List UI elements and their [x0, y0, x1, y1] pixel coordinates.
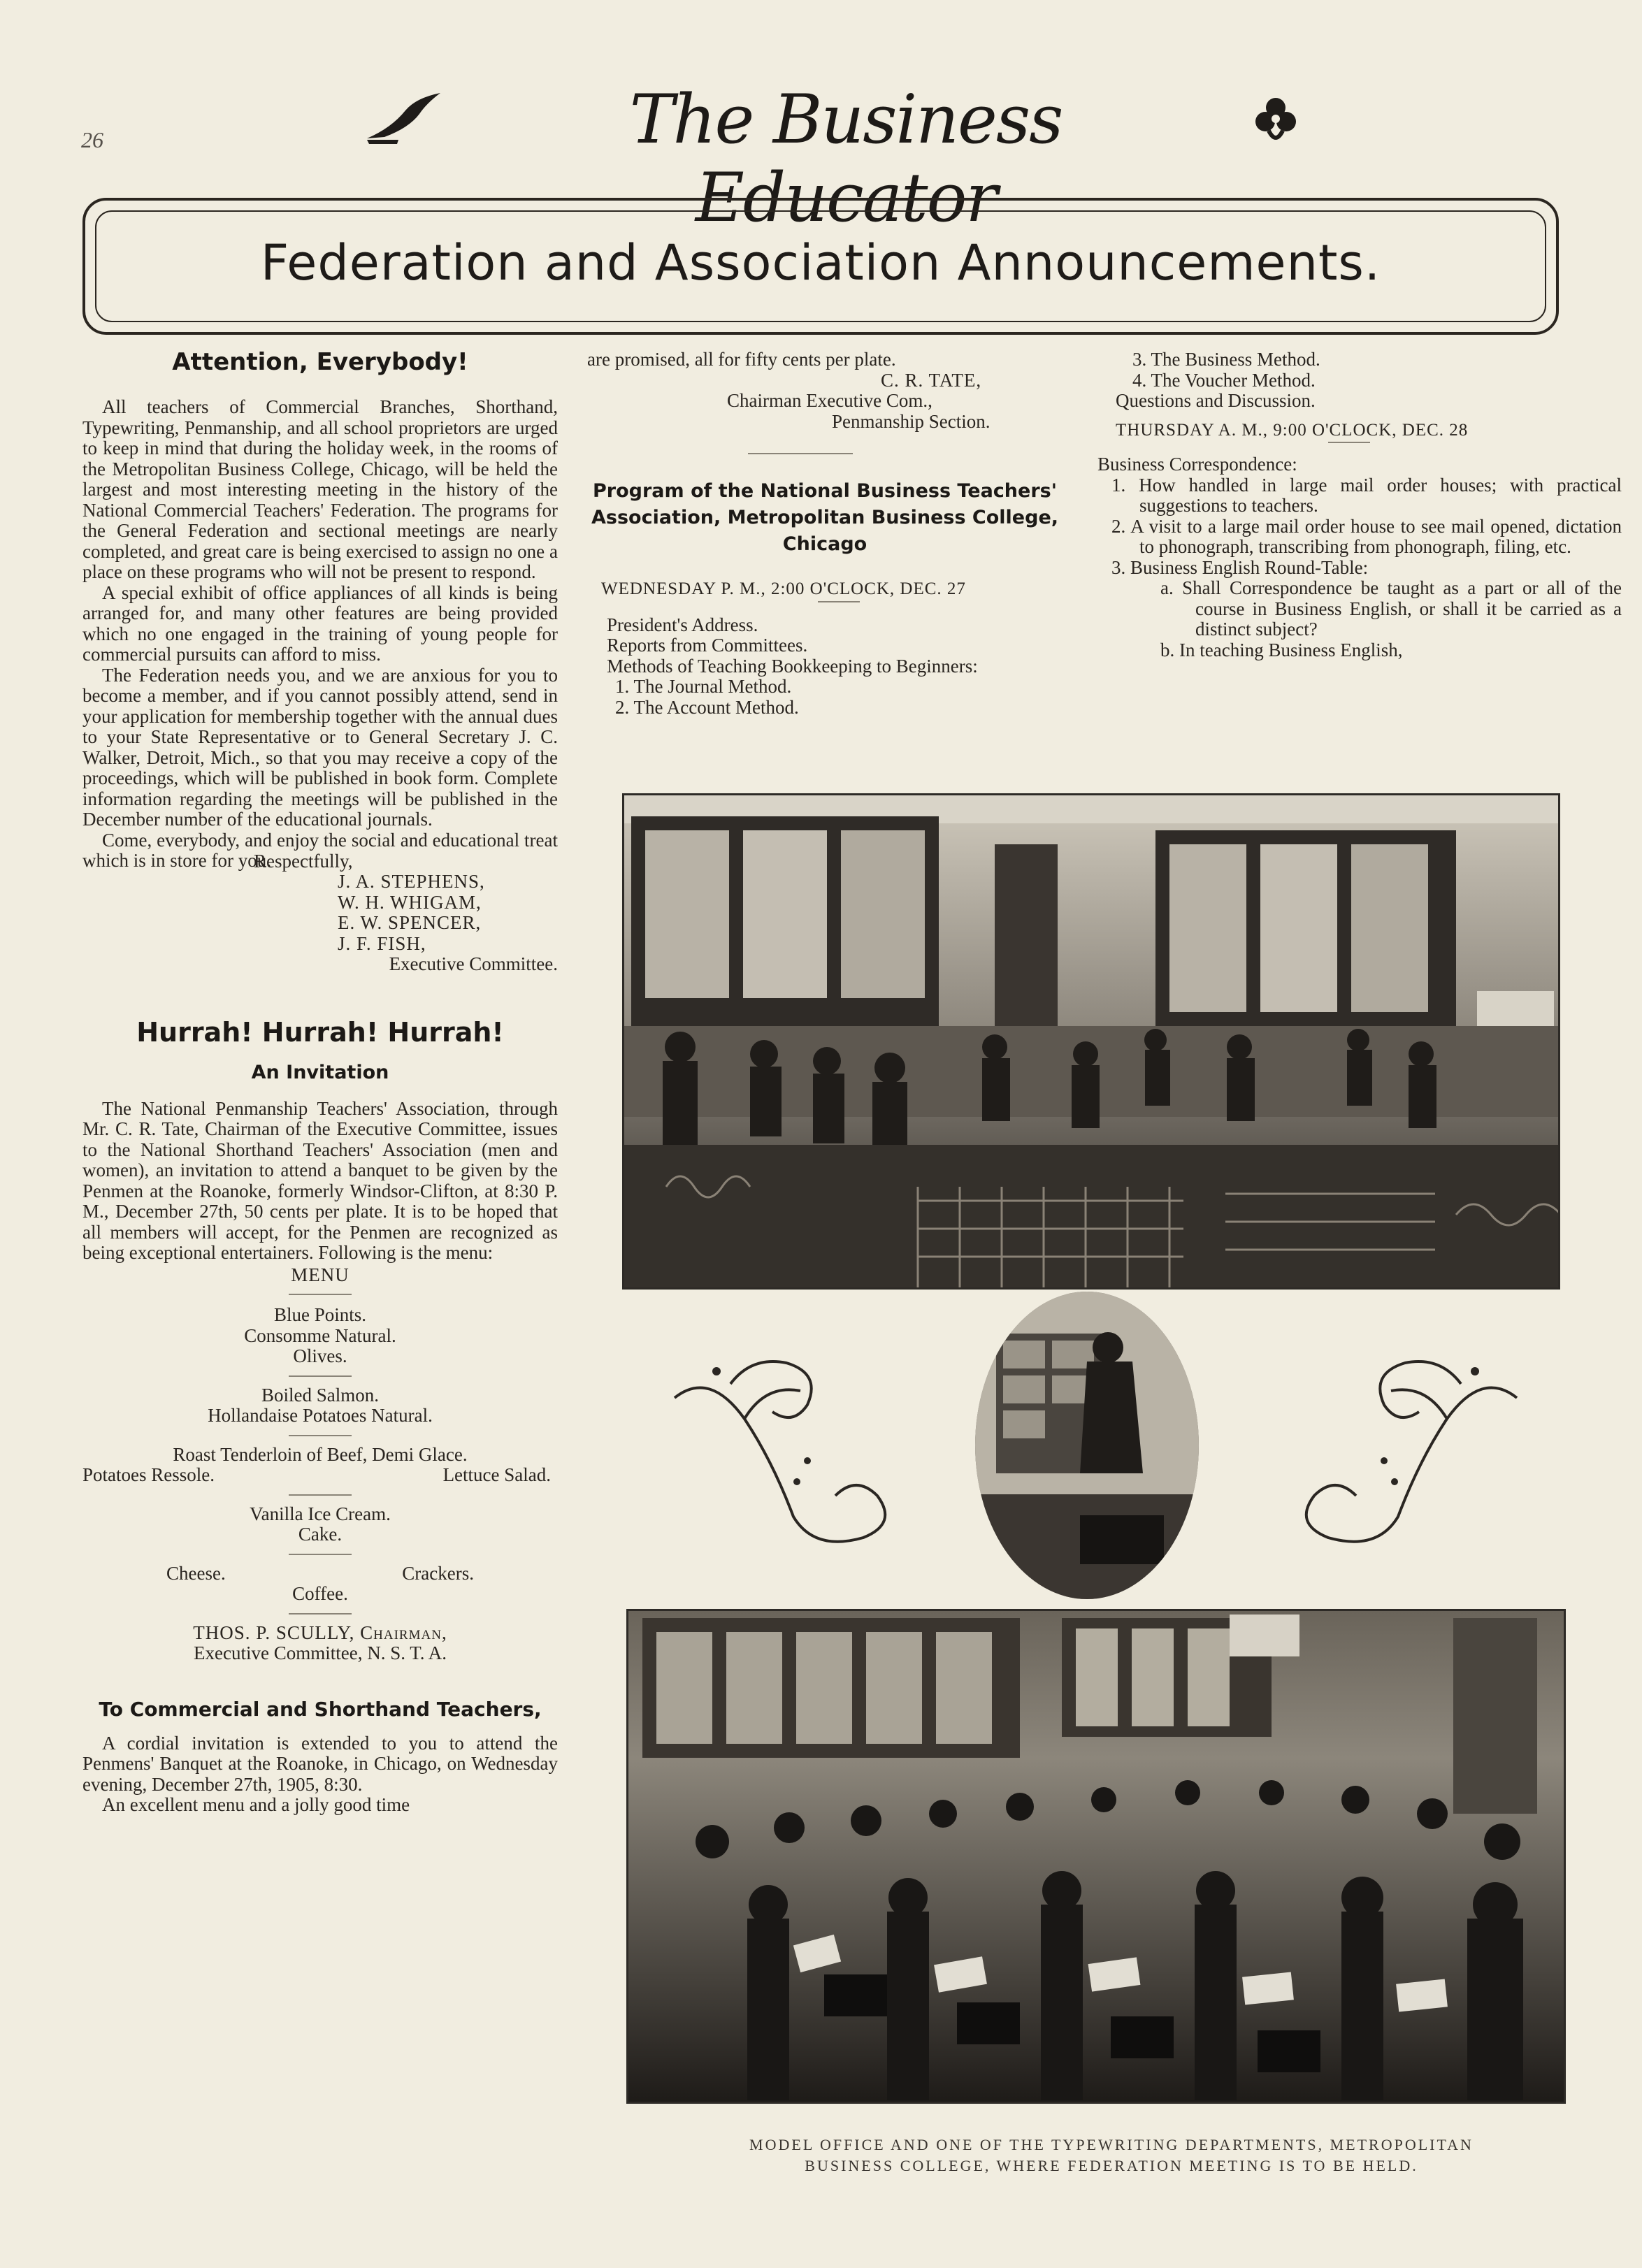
menu-item: Crackers. [402, 1562, 474, 1584]
program-item: 1. The Journal Method. [615, 676, 792, 697]
photo-caption [615, 2135, 1608, 2176]
menu-item: Potatoes Ressole. [82, 1464, 215, 1485]
page-number: 26 [81, 127, 103, 152]
signers [82, 872, 558, 954]
program-subitem: a. Shall Correspondence be taught as a part or all of the course in Business English, or shall it be carried as a distinct subject? [1160, 577, 1622, 640]
scroll-ornament-right [1244, 1342, 1524, 1559]
program-item: 2. A visit to a large mail order house to see mail opened, dictation to phonograph, transcribing from phonograph, filing, etc. [1111, 515, 1622, 557]
attention-paragraph-4: Come, everybody, and enjoy the social and educational treat which is in store for you. [82, 829, 558, 871]
signer: W. H. WHIGAM, [338, 891, 482, 913]
hurrah-heading: Hurrah! Hurrah! Hurrah! [136, 1016, 504, 1048]
column-middle [587, 349, 1063, 718]
teachers-paragraph-2: An excellent menu and a jolly good time [102, 1794, 410, 1815]
secretary-image [975, 1292, 1199, 1599]
methods-heading: Methods of Teaching Bookkeeping to Beginners: [607, 655, 978, 677]
signer: J. A. STEPHENS, [338, 871, 485, 892]
menu-item: Vanilla Ice Cream. [250, 1503, 391, 1524]
program-item: Questions and Discussion. [1116, 390, 1316, 411]
scroll-ornament-left [668, 1342, 926, 1559]
quill-pen-icon [363, 89, 447, 145]
menu-item: Hollandaise Potatoes Natural. [208, 1405, 433, 1426]
divider [289, 1435, 352, 1436]
divider [289, 1294, 352, 1295]
divider [289, 1375, 352, 1377]
divider [818, 601, 860, 602]
menu-title: MENU [291, 1264, 350, 1285]
program-item: 4. The Voucher Method. [1132, 369, 1316, 391]
ornament-icon [1251, 92, 1300, 148]
tate-signature: C. R. TATE, [881, 369, 982, 391]
closing: Respectfully, [254, 850, 353, 872]
menu-row [82, 1465, 558, 1486]
menu-item: Blue Points. [273, 1304, 367, 1325]
program-item: President's Address. [607, 614, 758, 635]
attention-paragraph-3: The Federation needs you, and we are anxious for you to become a member, and if you cannot possibly attend, send in your application for membership together with the annual dues to your State Representative or to General Secretary J. C. Walker, Detroit, Mich., so that you may receive a copy of the proceedings, which will be published in book form. Complete information regarding the meetings will be published in the December number of the educational journals. [82, 664, 558, 830]
divider [1328, 442, 1370, 443]
signer: E. W. SPENCER, [338, 912, 482, 933]
caption-line: MODEL OFFICE AND ONE OF THE TYPEWRITING DEPARTMENTS, METROPOLITAN [749, 2136, 1474, 2153]
photo-model-office [622, 793, 1560, 1290]
column-right [1097, 349, 1622, 660]
attention-heading: Attention, Everybody! [172, 348, 468, 376]
program-section: Business Correspondence: [1097, 454, 1297, 475]
menu-item: Coffee. [292, 1583, 348, 1604]
menu-row [82, 1563, 558, 1584]
scully-committee: Executive Committee, N. S. T. A. [194, 1642, 447, 1663]
page-title: Federation and Association Announcements. [260, 234, 1381, 291]
teachers-paragraph-1: A cordial invitation is extended to you to attend the Penmens' Banquet at the Roanoke, in Chicago, on Wednesday evening, December 27th, 1905, 8:30. [82, 1732, 558, 1795]
program-item: 1. How handled in large mail order houses; with practical suggestions to teachers. [1111, 474, 1622, 516]
session-thursday: THURSDAY A. M., 9:00 O'CLOCK, DEC. 28 [1116, 420, 1469, 440]
model-office-image [624, 795, 1558, 1287]
tate-title: Chairman Executive Com., [727, 390, 932, 411]
menu-item: Olives. [293, 1345, 347, 1366]
title-frame [82, 198, 1559, 335]
divider [748, 453, 853, 454]
column-left [82, 342, 558, 1816]
menu [82, 1305, 558, 1615]
photo-oval-secretary [975, 1292, 1199, 1599]
masthead: The Business Educator [629, 80, 1063, 237]
program-item: 3. The Business Method. [1132, 349, 1320, 370]
invitation-paragraph: The National Penmanship Teachers' Association, through Mr. C. R. Tate, Chairman of the Executive Committee, issues to the National Shorthand Teachers' Association (men and women), an invitation to attend a banquet to be given by the Penmen at the Roanoke, formerly Windsor-Clifton, at 8:30 P. M., December 27th, 50 cents per plate. It is to be hoped that all members will accept, for the Penmen are recognized as being exceptional entertainers. Following is the menu: [82, 1097, 558, 1263]
menu-item: Roast Tenderloin of Beef, Demi Glace. [173, 1443, 468, 1465]
tate-section: Penmanship Section. [832, 410, 991, 432]
scully-signature: THOS. P. SCULLY, Chairman, [193, 1621, 447, 1643]
photo-typewriting-department [626, 1609, 1566, 2104]
attention-paragraph-1: All teachers of Commercial Branches, Shorthand, Typewriting, Penmanship, and all school proprietors are urged to keep in mind that during the holiday week, in the rooms of the Metropolitan Business College, Chicago, will be held the largest and most interesting meeting in the history of the National Commercial Teachers' Federation. The programs for the General Federation and sectional meetings are nearly completed, and great care is being exercised to assign no one a place on these programs who will not be present to respond. [82, 396, 558, 582]
committee: Executive Committee. [389, 953, 558, 974]
menu-item: Consomme Natural. [244, 1324, 396, 1346]
program-item: 2. The Account Method. [615, 696, 799, 718]
divider [289, 1554, 352, 1555]
menu-item: Lettuce Salad. [442, 1464, 551, 1485]
attention-paragraph-2: A special exhibit of office appliances of all kinds is being arranged for, and many other features are being provided which no one engaged in the training of young people for commercial pursuits can afford to miss. [82, 582, 558, 665]
typewriting-image [628, 1611, 1564, 2102]
divider [289, 1494, 352, 1496]
program-item: 3. Business English Round-Table: [1111, 556, 1369, 578]
menu-item: Cheese. [166, 1562, 226, 1584]
program-subitem: b. In teaching Business English, [1160, 639, 1403, 660]
teachers-heading: To Commercial and Shorthand Teachers, [99, 1697, 542, 1721]
program-item: Reports from Committees. [607, 635, 808, 656]
invitation-subheading: An Invitation [251, 1061, 389, 1083]
session-wednesday: WEDNESDAY P. M., 2:00 O'CLOCK, DEC. 27 [601, 579, 966, 598]
menu-item: Cake. [298, 1524, 343, 1545]
continued-text: are promised, all for fifty cents per plate. [587, 349, 896, 370]
program-heading: Program of the National Business Teachers' Association, Metropolitan Business College, Chicago [591, 480, 1059, 555]
caption-line: BUSINESS COLLEGE, WHERE FEDERATION MEETING IS TO BE HELD. [805, 2157, 1418, 2174]
signer: J. F. FISH, [338, 932, 426, 954]
divider [289, 1613, 352, 1615]
menu-item: Boiled Salmon. [261, 1384, 379, 1406]
